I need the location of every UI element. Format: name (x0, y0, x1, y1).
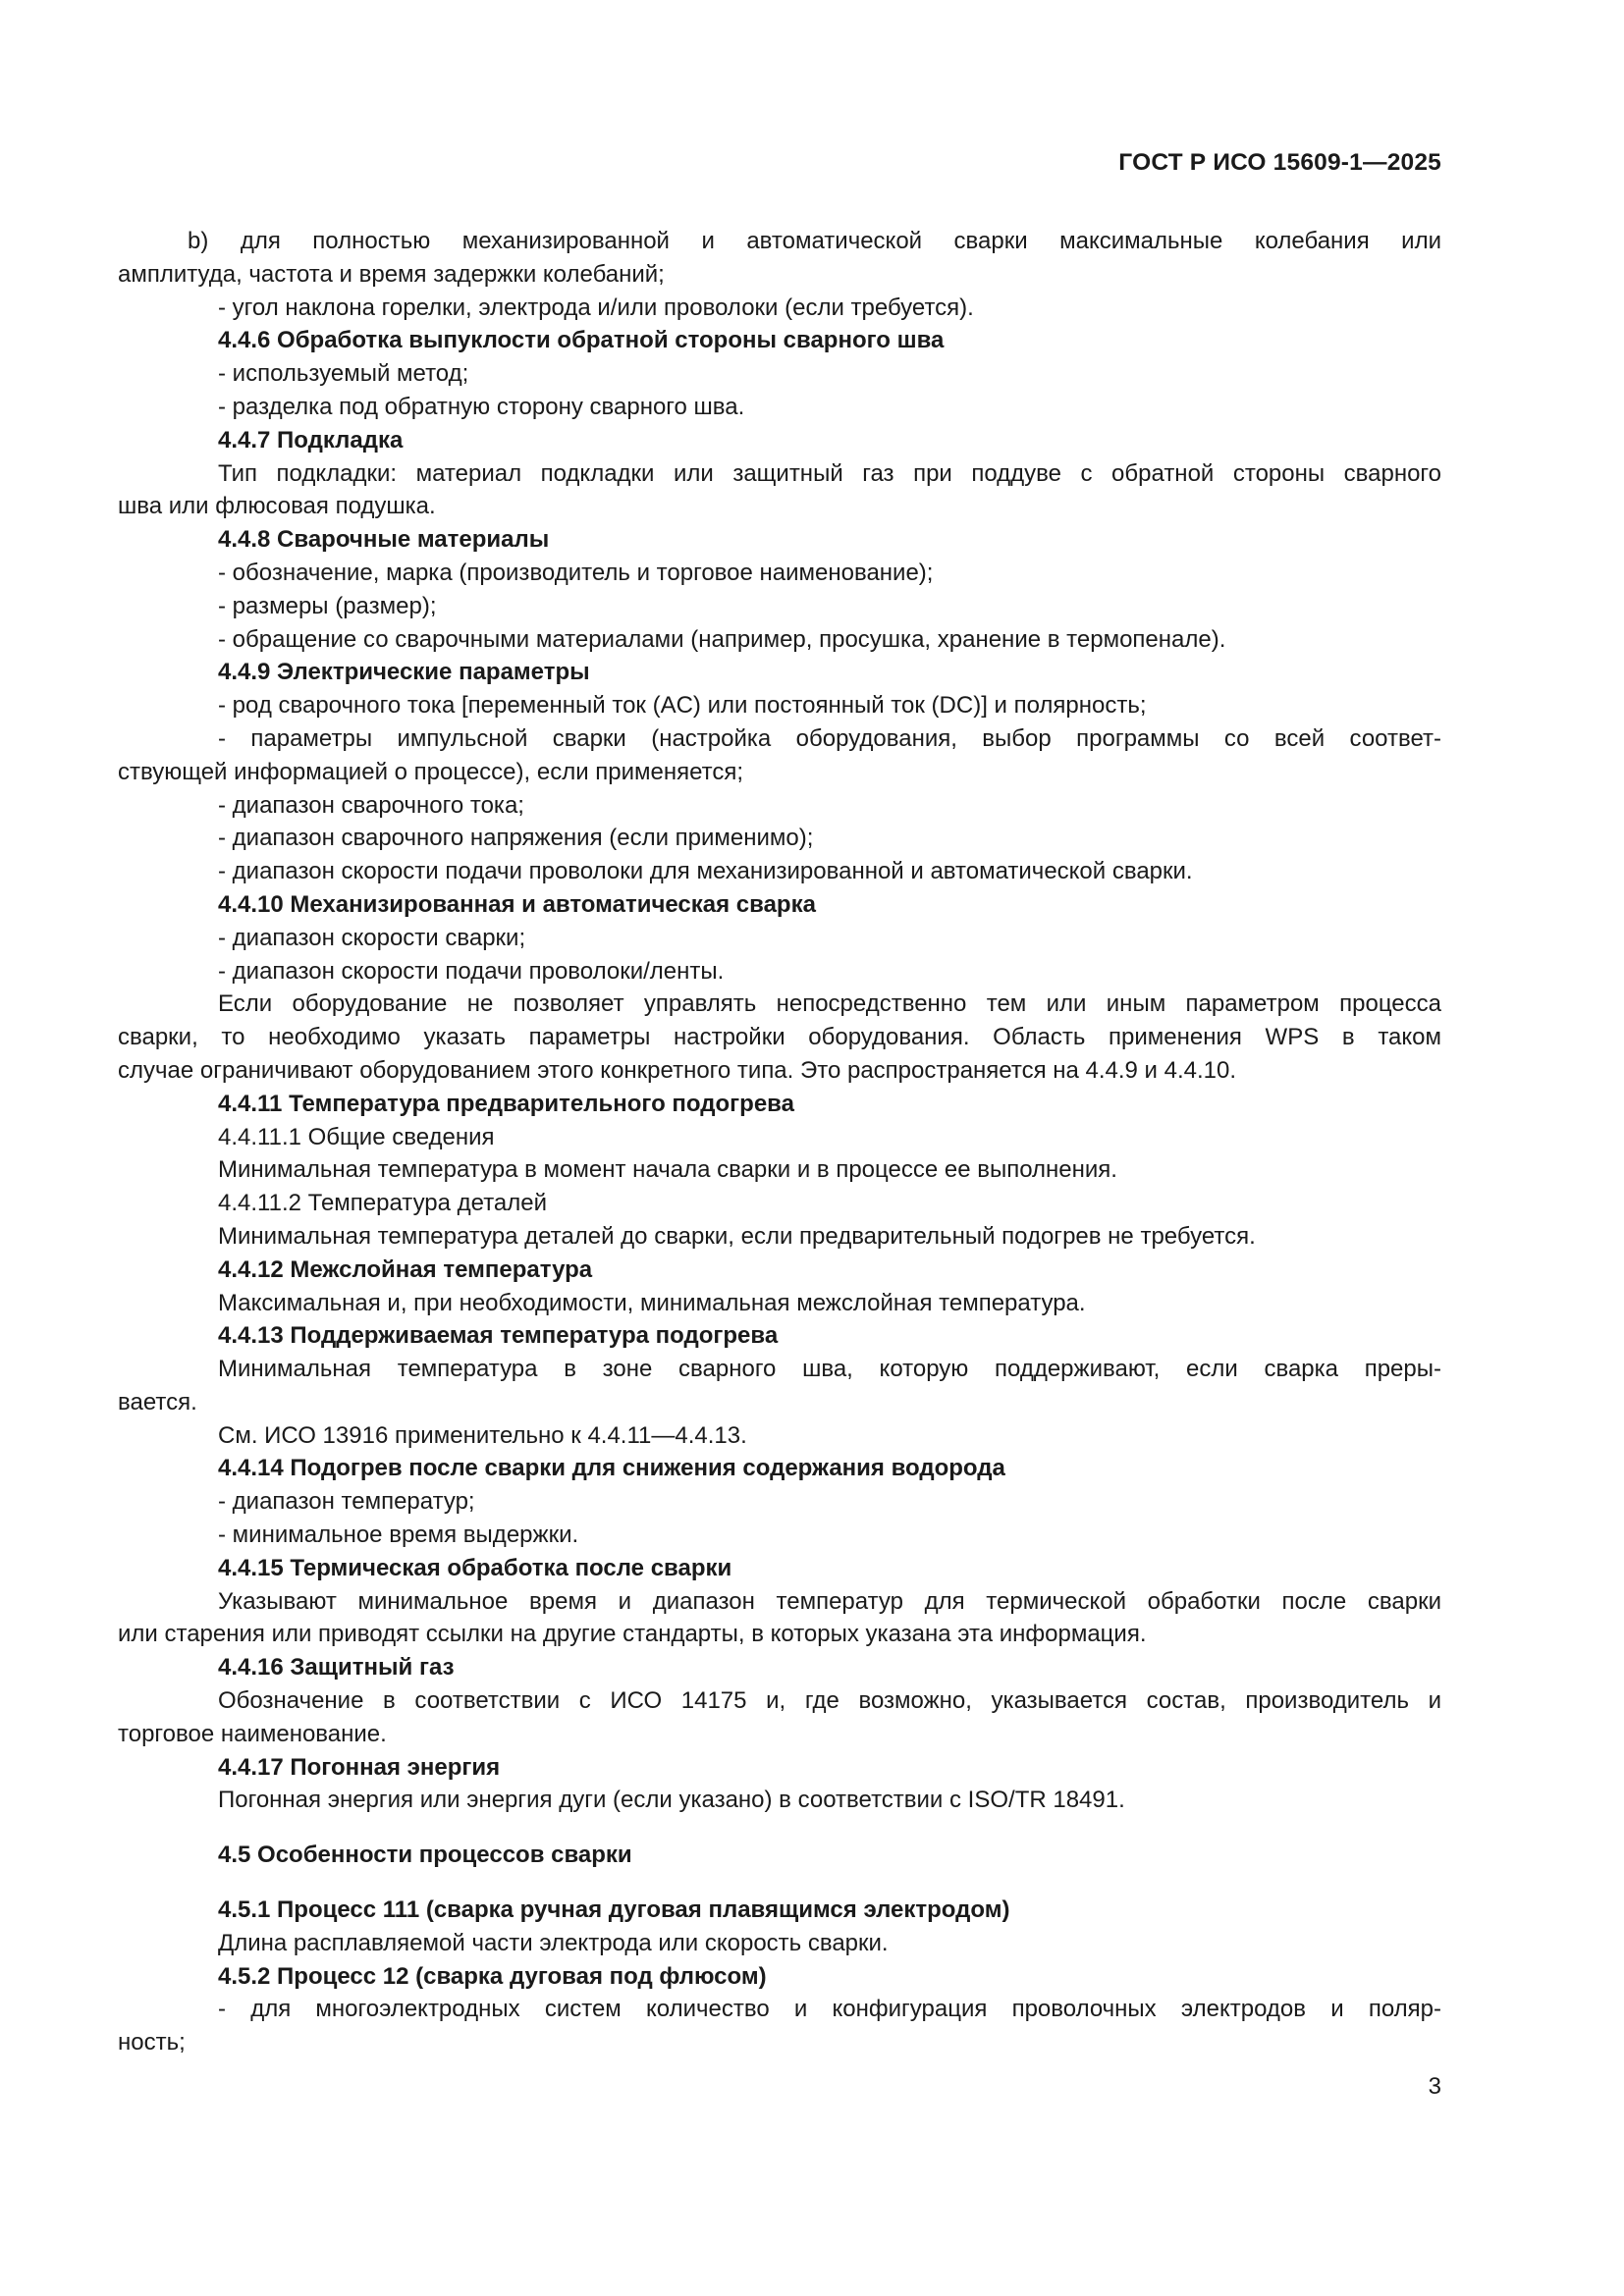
paragraph-line: шва или флюсовая подушка. (118, 493, 436, 520)
section-heading-4-4-10: 4.4.10 Механизированная и автоматическая сварка (218, 890, 816, 918)
subsection-heading-4-4-11-2: 4.4.11.2 Температура деталей (218, 1190, 548, 1217)
paragraph-line: Тип подкладки: материал подкладки или защитный газ при поддуве с обратной стороны сварного (218, 459, 1441, 487)
paragraph-line: Если оборудование не позволяет управлять непосредственно тем или иным параметром процесса (218, 990, 1441, 1018)
section-heading-4-4-17: 4.4.17 Погонная энергия (218, 1753, 501, 1781)
paragraph-line: Минимальная температура в момент начала сварки и в процессе ее выполнения. (218, 1156, 1117, 1184)
list-item: - угол наклона горелки, электрода и/или проволоки (если требуется). (218, 294, 974, 321)
list-item: - диапазон скорости подачи проволоки для механизированной и автоматической сварки. (218, 858, 1193, 885)
list-item: - для многоэлектродных систем количество и конфигурация проволочных электродов и поляр- (218, 1996, 1441, 2023)
paragraph-line: Указывают минимальное время и диапазон температур для термической обработки после сварки (218, 1587, 1441, 1615)
spacer (118, 1872, 1441, 1894)
spacer (118, 1817, 1441, 1839)
paragraph-line: амплитуда, частота и время задержки колебаний; (118, 260, 665, 288)
standard-header: ГОСТ Р ИСО 15609-1—2025 (1118, 149, 1441, 176)
section-heading-4-4-7: 4.4.7 Подкладка (218, 426, 404, 454)
list-item: - размеры (размер); (218, 592, 437, 619)
list-item: - род сварочного тока [переменный ток (AC) или постоянный ток (DC)] и полярность; (218, 692, 1147, 720)
paragraph-line: или старения или приводят ссылки на другие стандарты, в которых указана эта информация. (118, 1621, 1147, 1648)
paragraph-line: Минимальная температура деталей до сварки, если предварительный подогрев не требуется. (218, 1222, 1256, 1250)
section-heading-4-4-11: 4.4.11 Температура предварительного подогрева (218, 1090, 794, 1117)
list-item: - диапазон сварочного тока; (218, 791, 524, 819)
paragraph-line: Минимальная температура в зоне сварного шва, которую поддерживают, если сварка преры- (218, 1356, 1441, 1383)
paragraph-line: сварки, то необходимо указать параметры настройки оборудования. Область применения WPS в таком (118, 1024, 1441, 1051)
list-item: ствующей информацией о процессе), если применяется; (118, 758, 744, 785)
list-item: - диапазон сварочного напряжения (если применимо); (218, 825, 814, 852)
list-item: - обращение со сварочными материалами (например, просушка, хранение в термопенале). (218, 625, 1226, 653)
section-heading-4-5-2: 4.5.2 Процесс 12 (сварка дуговая под флюсом) (218, 1962, 767, 1990)
page-body (118, 225, 1441, 2059)
section-heading-4-4-13: 4.4.13 Поддерживаемая температура подогрева (218, 1322, 779, 1350)
section-heading-4-5: 4.5 Особенности процессов сварки (218, 1842, 632, 1869)
list-item: - параметры импульсной сварки (настройка оборудования, выбор программы со всей соответ- (218, 724, 1441, 752)
paragraph-line: См. ИСО 13916 применительно к 4.4.11—4.4.13. (218, 1421, 747, 1449)
list-item: - диапазон температур; (218, 1488, 475, 1516)
list-item: ность; (118, 2029, 186, 2056)
section-heading-4-4-16: 4.4.16 Защитный газ (218, 1654, 455, 1682)
paragraph-line: Максимальная и, при необходимости, минимальная межслойная температура. (218, 1289, 1086, 1316)
section-heading-4-4-12: 4.4.12 Межслойная температура (218, 1255, 593, 1283)
section-heading-4-5-1: 4.5.1 Процесс 111 (сварка ручная дуговая плавящимся электродом) (218, 1896, 1010, 1924)
paragraph-line: случае ограничивают оборудованием этого конкретного типа. Это распространяется на 4.4.9 и 4.4.10. (118, 1056, 1237, 1084)
paragraph-line: торговое наименование. (118, 1720, 387, 1747)
section-heading-4-4-9: 4.4.9 Электрические параметры (218, 659, 590, 686)
list-item: - разделка под обратную сторону сварного шва. (218, 393, 745, 420)
paragraph-line: Обозначение в соответствии с ИСО 14175 и, где возможно, указывается состав, производитель и (218, 1687, 1441, 1715)
list-item: - минимальное время выдержки. (218, 1522, 579, 1549)
list-item: - используемый метод; (218, 360, 469, 388)
section-heading-4-4-8: 4.4.8 Сварочные материалы (218, 526, 550, 554)
section-heading-4-4-14: 4.4.14 Подогрев после сварки для снижения содержания водорода (218, 1455, 1005, 1482)
list-item: - диапазон скорости сварки; (218, 924, 526, 951)
page-number: 3 (1428, 2073, 1441, 2100)
subsection-heading-4-4-11-1: 4.4.11.1 Общие сведения (218, 1123, 495, 1150)
section-heading-4-4-15: 4.4.15 Термическая обработка после сварки (218, 1554, 732, 1581)
paragraph-line: вается. (118, 1388, 197, 1415)
paragraph-line: Погонная энергия или энергия дуги (если указано) в соответствии с ISO/TR 18491. (218, 1787, 1125, 1814)
paragraph-line: Длина расплавляемой части электрода или скорость сварки. (218, 1929, 889, 1956)
paragraph-line: b) для полностью механизированной и автоматической сварки максимальные колебания или (188, 228, 1441, 254)
list-item: - диапазон скорости подачи проволоки/ленты. (218, 957, 725, 985)
section-heading-4-4-6: 4.4.6 Обработка выпуклости обратной стороны сварного шва (218, 327, 945, 354)
list-item: - обозначение, марка (производитель и торговое наименование); (218, 559, 934, 586)
